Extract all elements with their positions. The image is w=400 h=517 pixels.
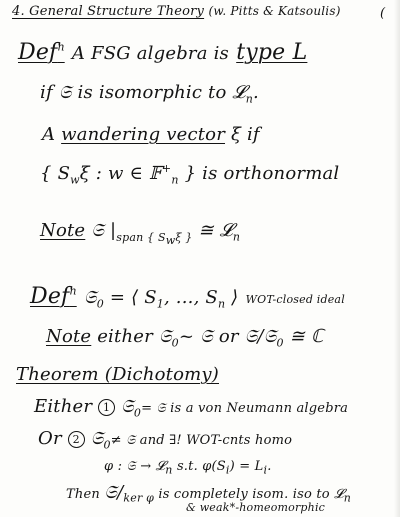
case-1-marker: 1 (98, 399, 115, 416)
definition-1-line-2: if 𝔖 is isomorphic to 𝓛$_n$. (40, 82, 259, 106)
theorem-phi-line: φ : 𝔖 → 𝓛$_n$ s.t. $\varphi(S_i) = L_i$. (104, 459, 272, 477)
note-1: Note 𝔖 $|_{span \{ S_w\xi \}}$ ≅ 𝓛$_n$ (40, 220, 241, 247)
def2-word: Def$^n$ (30, 284, 77, 309)
def-text-a: A FSG algebra is (71, 43, 229, 64)
wandering-line-1: A wandering vector ξ if (42, 124, 260, 145)
definition-2: Def$^n$ 𝔖$_0$ = ⟨ $S_1$, ..., $S_n$ ⟩ WOT-closed ideal (30, 284, 345, 311)
case-2-marker: 2 (68, 431, 85, 448)
def2-tail: WOT-closed ideal (245, 293, 345, 306)
note-2: Note either 𝔖$_0$~ 𝔖 or 𝔖/𝔖$_0$ ≅ ℂ (46, 326, 324, 350)
note-2-word: Note (46, 326, 92, 347)
theorem-title: Theorem (Dichotomy) (16, 364, 219, 385)
page-edge (394, 0, 400, 517)
note-1-word: Note (40, 220, 86, 241)
wandering-term: wandering vector (61, 124, 226, 145)
wandering-line-2: { $S_w\xi$ : w ∈ 𝔽+$_n$ } is orthonormal (40, 162, 340, 187)
definition-1-line-1 (18, 40, 307, 65)
section-title (12, 4, 341, 19)
def-emphasis: type L (236, 40, 308, 65)
theorem-case-2: Or 2 𝔖$_0$≠ 𝔖 and ∃! WOT-cnts homo (38, 428, 293, 452)
theorem-last-line: & weak*-homeomorphic (186, 501, 326, 514)
theorem-then-line: Then $𝔖/_{ker \varphi}$ is completely isom. iso to 𝓛$_n$ (66, 482, 352, 505)
def-word: Def$^n$ (18, 40, 65, 65)
theorem-case-1: Either 1 𝔖$_0$= 𝔖 is a von Neumann algebra (34, 396, 349, 420)
section-title-text: 4. General Structure Theory (12, 4, 205, 19)
section-authors: (w. Pitts & Katsoulis) (208, 4, 341, 18)
page-number: ( (380, 6, 386, 21)
